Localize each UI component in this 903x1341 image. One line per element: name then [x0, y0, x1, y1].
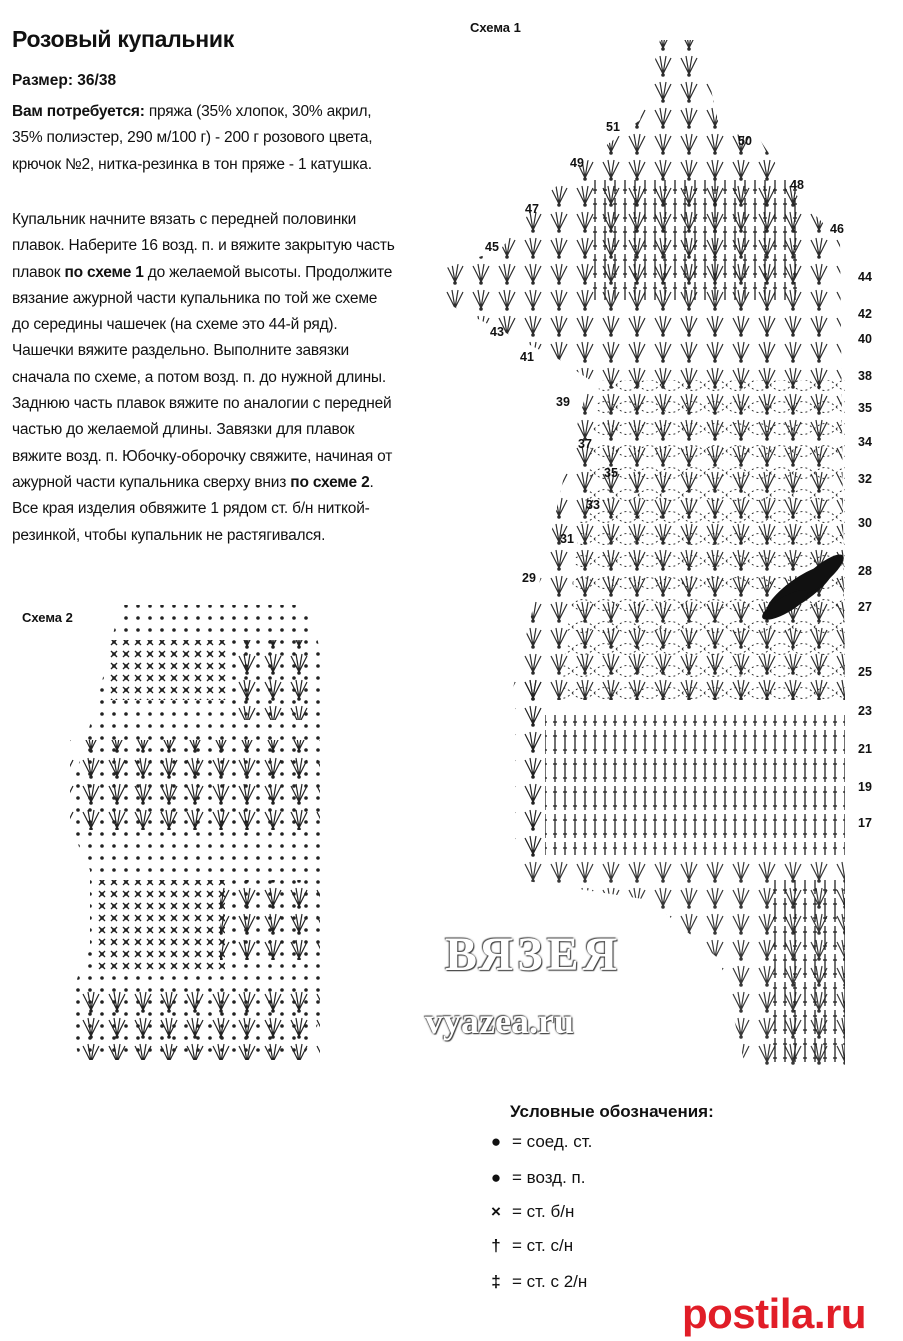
row-number: 17	[858, 816, 872, 830]
slip-stitch-icon: ●	[490, 1132, 502, 1151]
row-number: 45	[485, 240, 499, 254]
chain-stitch-icon: ●	[490, 1168, 502, 1187]
legend-label: = соед. ст.	[512, 1132, 593, 1151]
row-number: 48	[790, 178, 804, 192]
row-number: 32	[858, 472, 872, 486]
scheme2-diagram	[70, 605, 325, 1060]
single-crochet-icon: ×	[491, 1202, 501, 1221]
row-number: 38	[858, 369, 872, 383]
row-number: 37	[578, 437, 592, 451]
scheme1-diagram	[440, 40, 849, 1065]
row-number: 23	[858, 704, 872, 718]
instructions-part2: до желаемой высоты. Продолжите вязание ажурной части купальника по той же схеме до середины чашечек (на схеме это 44-й ряд). Чашечки вяжите раздельно. Выполните завязки сначала по схеме, а потом возд. п. до нужной длины. Заднюю часть плавок вяжите по аналогии с передней частью до желаемой длины. Завязки для плавок вяжите возд. п. Юбочку-оборочку свяжите, начиная от ажурной части купальника сверху вниз	[12, 263, 393, 491]
legend-item	[488, 1202, 574, 1222]
instructions-part1: Купальник начните вязать с передней половинки плавок. Наберите 16 возд. п. и вяжите закрытую часть плавок	[12, 211, 395, 281]
row-number: 49	[570, 156, 584, 170]
legend-item	[488, 1168, 585, 1188]
legend-label: = возд. п.	[512, 1168, 586, 1187]
row-number: 19	[858, 780, 872, 794]
row-number: 27	[858, 600, 872, 614]
legend-item	[488, 1236, 573, 1256]
row-number: 33	[586, 498, 600, 512]
row-number: 42	[858, 307, 872, 321]
materials-text: пряжа (35% хлопок, 30% акрил, 35% полиэстер, 290 м/100 г) - 200 г розового цвета, крючок №2, нитка-резинка в тон пряже - 1 катушка.	[12, 103, 373, 173]
scheme1-reference: по схеме 1	[64, 263, 144, 281]
row-number: 44	[858, 270, 872, 284]
scheme2-reference: по схеме 2	[290, 473, 370, 491]
row-number: 29	[522, 571, 536, 585]
legend-label: = ст. с 2/н	[512, 1272, 588, 1291]
scheme1-label: Схема 1	[470, 20, 521, 35]
row-number: 43	[490, 325, 504, 339]
row-number: 35	[858, 401, 872, 415]
vyazea-watermark-title: ВЯЗЕЯ	[445, 928, 622, 981]
row-number: 47	[525, 202, 539, 216]
materials-label: Вам потребуется:	[12, 103, 145, 120]
legend-item	[488, 1272, 587, 1292]
legend-label: = ст. с/н	[512, 1236, 574, 1255]
vyazea-watermark-url: vyazea.ru	[425, 1001, 574, 1041]
size-label: Размер: 36/38	[12, 72, 117, 89]
row-number: 34	[858, 435, 872, 449]
treble-crochet-icon: ‡	[491, 1272, 501, 1291]
row-number: 46	[830, 222, 844, 236]
instructions-part3: . Все края изделия обвяжите 1 рядом ст. б/н ниткой-резинкой, чтобы купальник не растягивался.	[12, 473, 374, 544]
row-number: 41	[520, 350, 534, 364]
postila-watermark: postila.ru	[682, 1290, 867, 1337]
scheme2-label: Схема 2	[22, 610, 73, 625]
row-number: 40	[858, 332, 872, 346]
page-title: Розовый купальник	[12, 26, 234, 52]
row-number: 31	[560, 532, 574, 546]
row-number: 25	[858, 665, 872, 679]
double-crochet-icon: †	[491, 1236, 501, 1255]
row-number: 50	[738, 134, 752, 148]
legend-title: Условные обозначения:	[510, 1102, 714, 1121]
row-number: 51	[606, 120, 620, 134]
legend-label: = ст. б/н	[512, 1202, 575, 1221]
row-number: 39	[556, 395, 570, 409]
row-number: 21	[858, 742, 872, 756]
row-number: 30	[858, 516, 872, 530]
legend-item	[488, 1132, 592, 1152]
row-number: 28	[858, 564, 872, 578]
row-number: 35	[604, 466, 618, 480]
